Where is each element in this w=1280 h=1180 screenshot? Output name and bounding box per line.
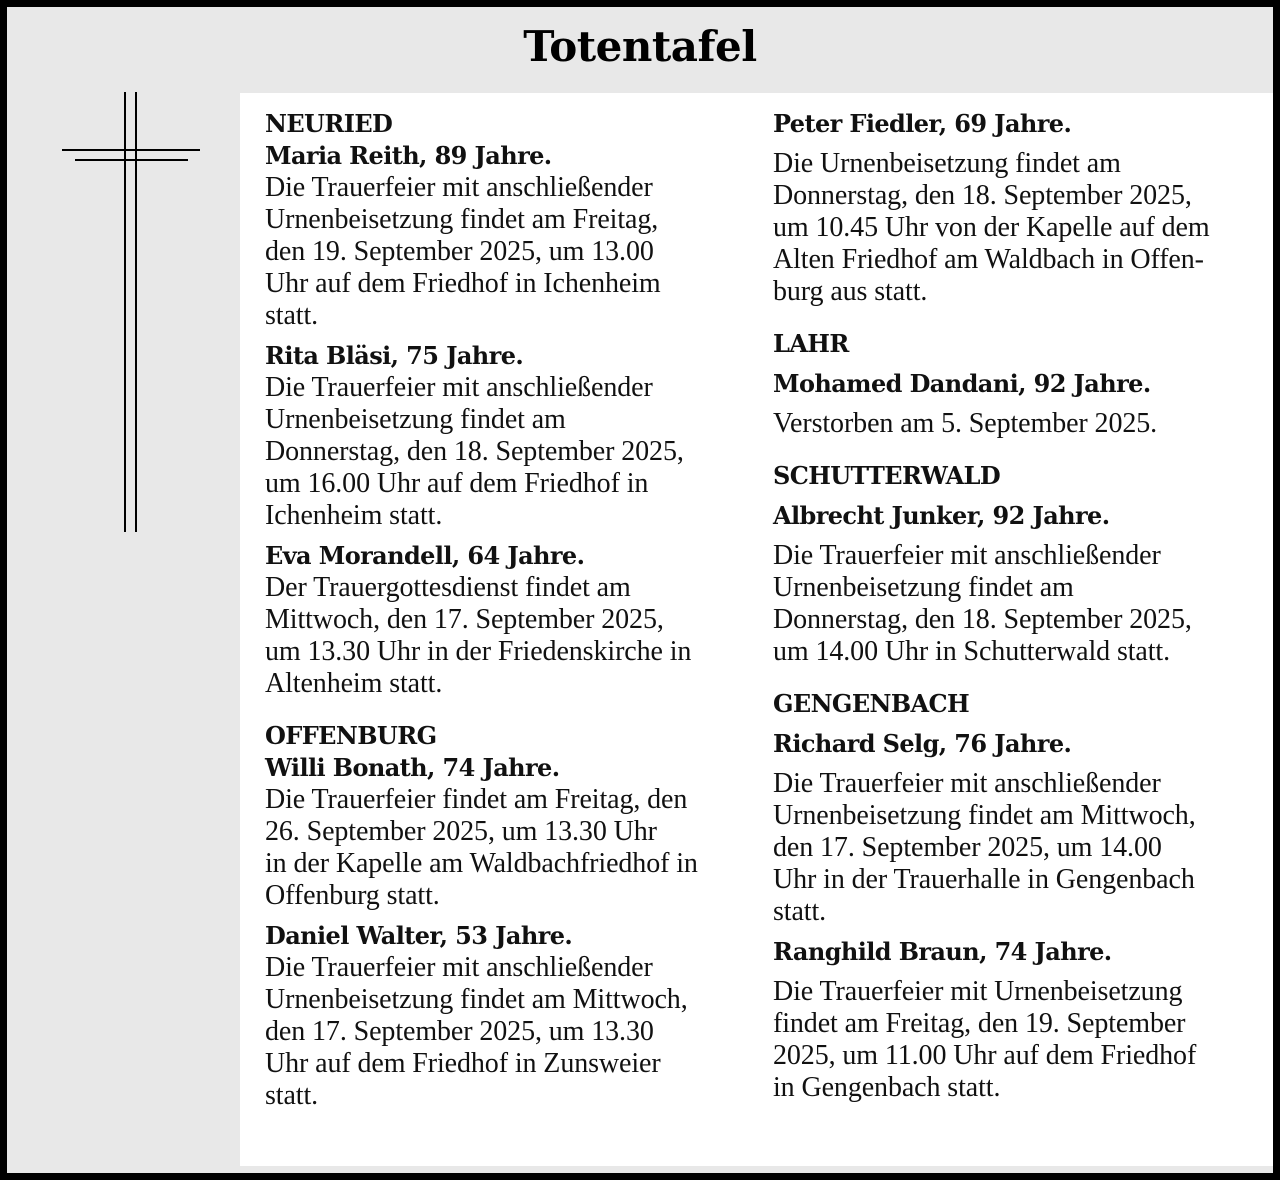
spacer [265, 700, 745, 720]
notice-text: Die Trauerfeier findet am Freitag, den 26. September 2025, um 13.30 Uhr in der Kapelle am Waldbachfriedhof in Offenburg statt. [265, 784, 698, 911]
deceased-name: Richard Selg, 76 Jahre. [773, 729, 1072, 758]
town-heading: OFFENBURG [265, 721, 437, 750]
town-heading: LAHR [773, 329, 849, 358]
spacer [265, 912, 745, 920]
deceased-name: Maria Reith, 89 Jahre. [265, 141, 552, 170]
spacer [773, 492, 1253, 500]
column-left [265, 108, 745, 1112]
notice-text: Die Trauerfeier mit anschließender Urnenbeisetzung findet am Mittwoch, den 17. September 2025, um 13.30 Uhr auf dem Friedhof in Zunsweier statt. [265, 952, 688, 1111]
notice-text: Die Trauerfeier mit Urnenbeisetzung findet am Freitag, den 19. September 2025, um 11.00 Uhr auf dem Friedhof in Gengenbach statt. [773, 976, 1197, 1103]
notice-text: Der Trauergottesdienst findet am Mittwoch, den 17. September 2025, um 13.30 Uhr in der Friedenskirche in Altenheim statt. [265, 572, 692, 699]
spacer [773, 968, 1253, 976]
town-heading: NEURIED [265, 109, 393, 138]
deceased-name: Ranghild Braun, 74 Jahre. [773, 937, 1112, 966]
town-heading: GENGENBACH [773, 689, 970, 718]
notice-text: Die Trauerfeier mit anschließender Urnenbeisetzung findet am Donnerstag, den 18. September 2025, um 16.00 Uhr auf dem Friedhof in Ichenheim statt. [265, 372, 684, 531]
spacer [773, 760, 1253, 768]
deceased-name: Mohamed Dandani, 92 Jahre. [773, 369, 1151, 398]
deceased-name: Willi Bonath, 74 Jahre. [265, 753, 560, 782]
cross-icon [60, 92, 205, 532]
notice-text: Verstorben am 5. September 2025. [773, 408, 1158, 439]
spacer [773, 140, 1253, 148]
notice-text: Die Urnenbeisetzung findet am Donnerstag, den 18. September 2025, um 10.45 Uhr von der Kapelle auf dem Alten Friedhof am Waldbach in Offen- burg aus statt. [773, 148, 1210, 307]
spacer [773, 308, 1253, 328]
notice-text: Die Trauerfeier mit anschließender Urnenbeisetzung findet am Donnerstag, den 18. September 2025, um 14.00 Uhr in Schutterwald statt. [773, 540, 1192, 667]
deceased-name: Peter Fiedler, 69 Jahre. [773, 109, 1072, 138]
spacer [773, 668, 1253, 688]
town-heading: SCHUTTERWALD [773, 461, 1001, 490]
deceased-name: Rita Bläsi, 75 Jahre. [265, 341, 524, 370]
spacer [265, 532, 745, 540]
deceased-name: Eva Morandell, 64 Jahre. [265, 541, 585, 570]
spacer [773, 360, 1253, 368]
spacer [773, 400, 1253, 408]
deceased-name: Daniel Walter, 53 Jahre. [265, 921, 573, 950]
notice-text: Die Trauerfeier mit anschließender Urnenbeisetzung findet am Freitag, den 19. September 2025, um 13.00 Uhr auf dem Friedhof in Ichenheim statt. [265, 172, 661, 331]
deceased-name: Albrecht Junker, 92 Jahre. [773, 501, 1110, 530]
spacer [773, 440, 1253, 460]
spacer [265, 332, 745, 340]
notice-text: Die Trauerfeier mit anschließender Urnenbeisetzung findet am Mittwoch, den 17. September 2025, um 14.00 Uhr in der Trauerhalle in Gengenbach statt. [773, 768, 1196, 927]
column-right [773, 108, 1253, 1104]
spacer [773, 720, 1253, 728]
spacer [773, 532, 1253, 540]
page-title: Totentafel [523, 22, 757, 71]
spacer [773, 928, 1253, 936]
